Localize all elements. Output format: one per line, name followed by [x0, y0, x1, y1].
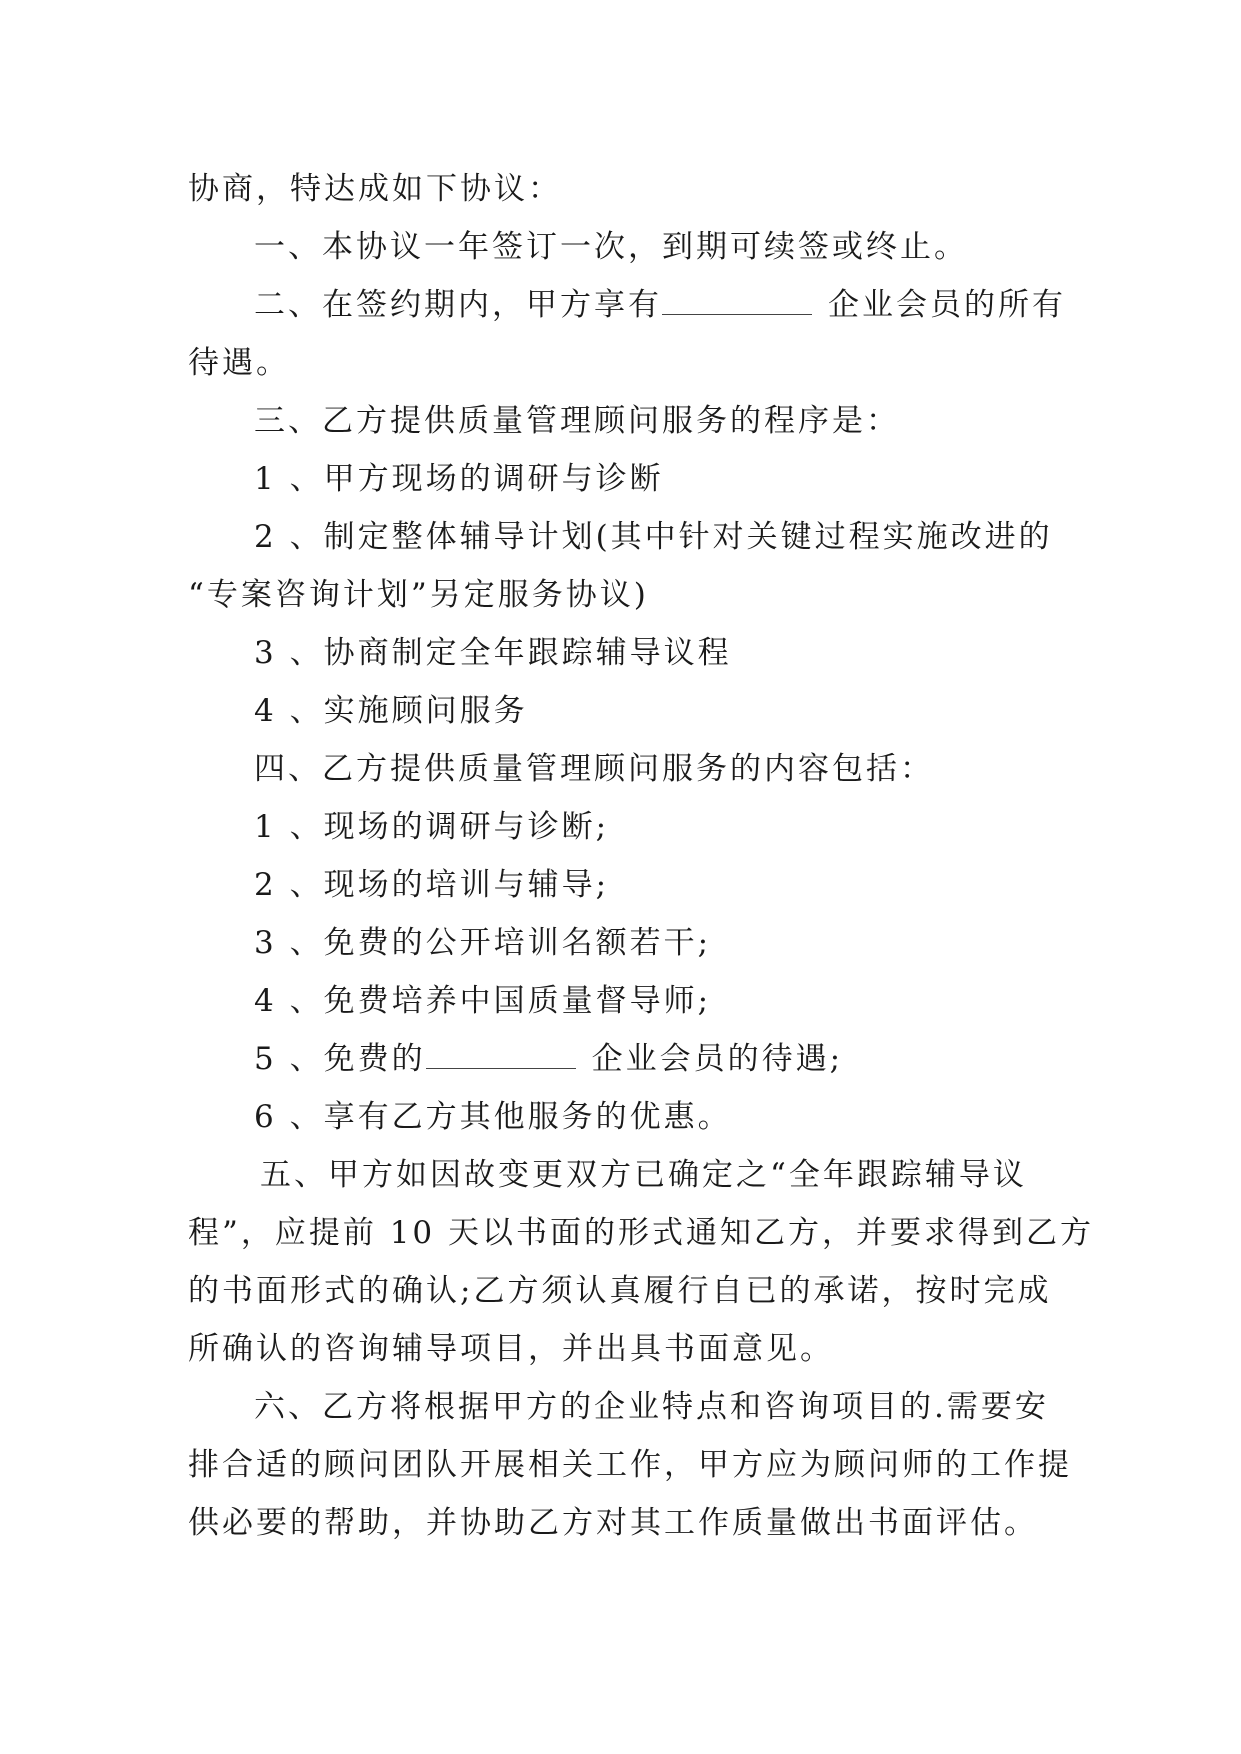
- clause-2: [188, 276, 1066, 334]
- clause-1: 一、本协议一年签订一次，到期可续签或终止。: [254, 229, 968, 265]
- list-item: [188, 1030, 1048, 1088]
- clause-2-text-end: 企业会员的所有: [828, 287, 1066, 323]
- paragraph-line: 所确认的咨询辅导项目，并出具书面意见。: [188, 1331, 834, 1367]
- paragraph-line: 排合适的顾问团队开展相关工作，甲方应为顾问师的工作提: [188, 1447, 1072, 1483]
- list-item: 2 、制定整体辅导计划(其中针对关键过程实施改进的: [254, 519, 1053, 555]
- clause-6: 六、乙方将根据甲方的企业特点和咨询项目的.需要安: [254, 1389, 1049, 1425]
- list-item: 1 、现场的调研与诊断;: [254, 809, 610, 845]
- list-item-text-end: 企业会员的待遇;: [591, 1041, 844, 1077]
- paragraph-line: 程”，应提前 10 天以书面的形式通知乙方，并要求得到乙方: [188, 1215, 1094, 1251]
- list-item: 1 、甲方现场的调研与诊断: [254, 461, 664, 497]
- list-item: 2 、现场的培训与辅导;: [254, 867, 610, 903]
- paragraph-line: 协商，特达成如下协议：: [188, 171, 562, 207]
- fill-in-blank: [662, 278, 812, 315]
- document-body: [188, 160, 1094, 1552]
- clause-3: 三、乙方提供质量管理顾问服务的程序是：: [254, 403, 900, 439]
- list-item: 4 、实施顾问服务: [254, 693, 528, 729]
- paragraph-line: 待遇。: [188, 345, 290, 381]
- clause-4: 四、乙方提供质量管理顾问服务的内容包括：: [254, 751, 934, 787]
- list-item: 4 、免费培养中国质量督导师;: [254, 983, 712, 1019]
- list-item: 3 、协商制定全年跟踪辅导议程: [254, 635, 732, 671]
- clause-2-text: 二、在签约期内，甲方享有: [254, 287, 662, 323]
- list-item: 3 、免费的公开培训名额若干;: [254, 925, 712, 961]
- fill-in-blank: [426, 1032, 576, 1069]
- paragraph-line: 的书面形式的确认;乙方须认真履行自已的承诺，按时完成: [188, 1273, 1052, 1309]
- paragraph-line: 供必要的帮助，并协助乙方对其工作质量做出书面评估。: [188, 1505, 1038, 1541]
- clause-5: 五、甲方如因故变更双方已确定之“全年跟踪辅导议: [260, 1157, 1027, 1193]
- list-item-text: 5 、免费的: [254, 1041, 426, 1077]
- paragraph-line: “专案咨询计划”另定服务协议): [188, 577, 649, 613]
- list-item: 6 、享有乙方其他服务的优惠。: [254, 1099, 732, 1135]
